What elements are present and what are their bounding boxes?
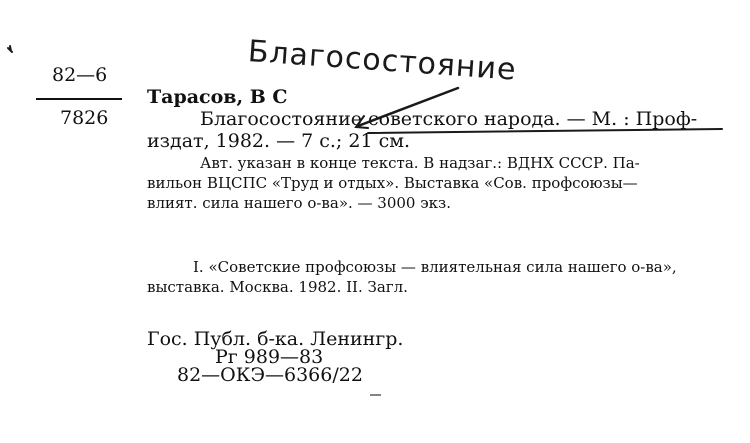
library-order-number: 82—ОКЭ—6366/22 [177, 364, 363, 386]
library-registry: Рг 989—83 [215, 346, 324, 368]
notes-line-3: влият. сила нашего о-ва». — 3000 экз. [147, 194, 451, 212]
pen-arrow-stroke [358, 88, 458, 126]
notes-line-1: Авт. указан в конце текста. В надзаг.: ВДНХ СССР. Па- [200, 154, 640, 172]
library-name: Гос. Публ. б-ка. Ленингр. [147, 328, 404, 350]
shelf-mark-top: 82—6 [52, 64, 108, 86]
shelf-mark-bottom: 7826 [60, 107, 109, 129]
handwritten-annotation: Благосостояние [246, 34, 518, 88]
title-line-2: издат, 1982. — 7 с.; 21 см. [147, 130, 411, 152]
corner-mark [8, 46, 12, 52]
title-line-1: Благосостояние советского народа. — М. : Проф- [200, 108, 698, 130]
tracing-line-1: I. «Советские профсоюзы — влиятельная сила нашего о-ва», [193, 258, 677, 276]
pen-underline [368, 129, 722, 133]
notes-line-2: вильон ВЦСПС «Труд и отдых». Выставка «Сов. профсоюзы— [147, 174, 638, 192]
author-heading: Тарасов, В С [147, 86, 288, 108]
tracing-line-2: выставка. Москва. 1982. II. Загл. [147, 278, 408, 296]
